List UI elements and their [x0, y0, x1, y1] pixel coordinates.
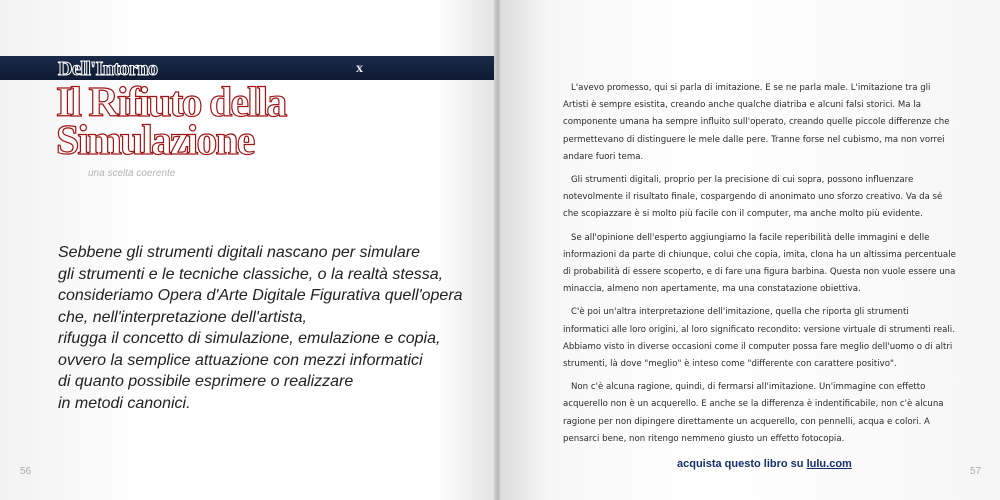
body-paragraph: Gli strumenti digitali, proprio per la precisione di cui sopra, possono influenzare notevolmente il risultato finale, cospargendo di anonimato uno sforzo creativo. Va da sé che scopiazzare è si molto più facile con il computer, ma anche molto più evidente. — [563, 175, 943, 220]
buy-text: acquista questo libro su — [677, 458, 804, 470]
buy-line — [677, 458, 852, 470]
intro-line: gli strumenti e le tecniche classiche, o la realtà stessa, — [58, 265, 444, 283]
left-page — [0, 0, 496, 500]
intro-line: consideriamo Opera d'Arte Digitale Figurativa quell'opera — [58, 287, 463, 304]
chapter-title-line-2: Simulazione — [56, 118, 254, 164]
intro-line: rifugga il concetto di simulazione, emulazione e copia, — [58, 330, 441, 347]
body-paragraph: Se all'opinione dell'esperto aggiungiamo la facile reperibilità delle immagini e delle informazioni da parte di chiunque, colui che copia, imita, clona ha un altissima percentuale di probabilità di essere scoperto, e di fare una figura barbina. Questa non vuole essere una minaccia, almeno non apertamente, ma una constatazione obiettiva. — [563, 232, 956, 295]
chapter-title — [56, 80, 286, 164]
body-paragraph: Non c'è alcuna ragione, quindi, di fermarsi all'imitazione. Un'immagine con effetto acquerello non è un acquerello. E anche se la differenza è indentificabile, non c'è alcuna ragione per non dipingere direttamente un acquerello, con pennelli, acqua e colori. A pensarci bene, non ritengo nemmeno giusto un effetto fotocopia. — [563, 382, 944, 444]
lulu-link[interactable]: lulu.com — [806, 458, 852, 470]
body-text — [563, 80, 957, 454]
page-number-right: 57 — [970, 466, 982, 477]
intro-line: Sebbene gli strumenti digitali nascano per simulare — [58, 244, 420, 261]
series-title: Dell'Intorno — [58, 58, 158, 80]
intro-line: in metodi canonici. — [58, 394, 191, 412]
page-number-left: 56 — [20, 466, 32, 477]
body-paragraph: L'avevo promesso, qui si parla di imitazione. E se ne parla male. L'imitazione tra gli Artisti è sempre esistita, creando anche qualche diatriba e alcuni falsi storici. Ma la componente umana ha sempre influito sull'operato, creando quelle piccole differenze che permettevano di distinguere le mele dalle pere. Tranne forse nel cubismo, ma non vorrei andare fuori tema. — [563, 83, 950, 162]
close-mark: x — [356, 61, 363, 76]
chapter-subtitle: una scelta coerente — [88, 168, 176, 179]
intro-text — [58, 242, 478, 414]
intro-line: che, nell'interpretazione dell'artista, — [58, 308, 307, 326]
chapter-title-line-1: Il Rifiuto della — [56, 80, 286, 126]
body-paragraph: C'è poi un'altra interpretazione dell'imitazione, quella che riporta gli strumenti informatici alle loro origini, al loro significato recondito: versione virtuale di strumenti reali. Abbiamo visto in diverse occasioni come il computer possa fare meglio dell'uomo o di altri strumenti, là dove "meglio" è inteso come "differente con carattere positivo". — [563, 307, 955, 370]
intro-line: di quanto possibile esprimere o realizzare — [58, 373, 354, 390]
intro-line: ovvero la semplice attuazione con mezzi informatici — [58, 351, 423, 369]
